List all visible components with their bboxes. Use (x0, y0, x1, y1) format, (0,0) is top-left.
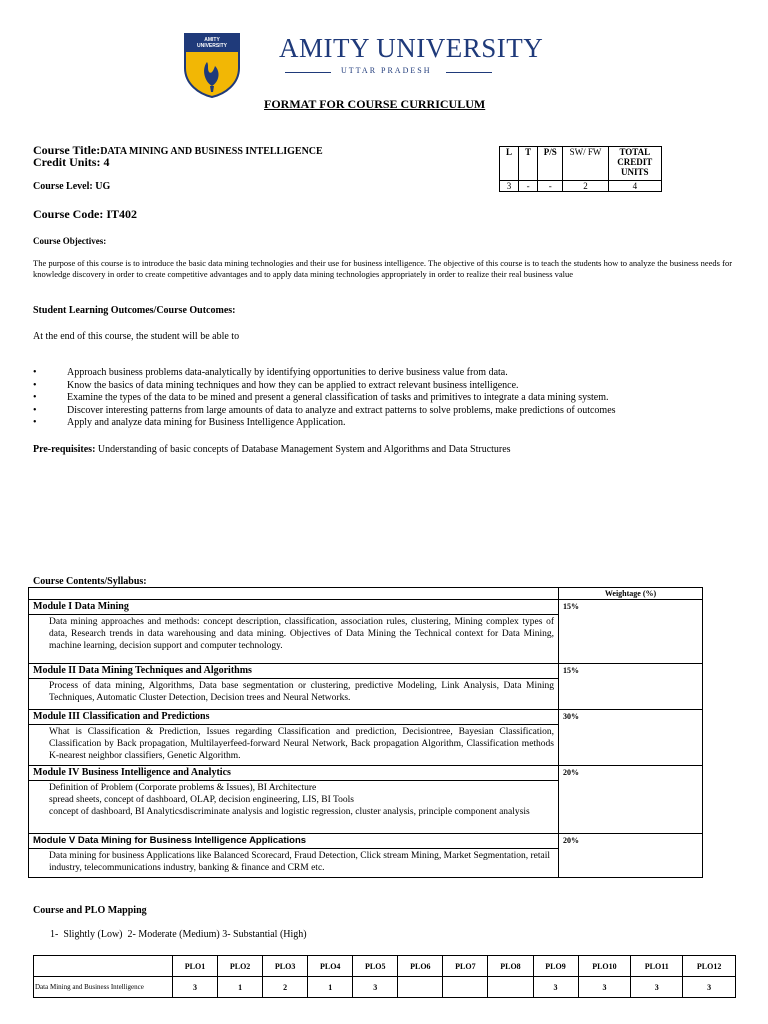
module-body: concept of dashboard, BI Analyticsdiscriminate analysis and logistic regression, cluster analysis, principle component analysis (49, 807, 530, 817)
plo-header-cell: PLO3 (263, 956, 308, 977)
plo-value-cell: 3 (353, 977, 398, 998)
list-item (33, 405, 733, 418)
plo-header-cell: PLO6 (398, 956, 443, 977)
syllabus-header-blank (29, 588, 559, 600)
outcome-text: Examine the types of the data to be mined and present a general classification of tasks and primitives to integrate a data mining system. (67, 392, 609, 403)
credits-header-t: T (519, 147, 538, 181)
plo-value-cell: 1 (308, 977, 353, 998)
objectives-heading: Course Objectives: (33, 236, 107, 246)
plo-header-cell: PLO8 (488, 956, 533, 977)
bullet-icon: • (33, 392, 37, 403)
module-body: Data mining for business Applications like Balanced Scorecard, Fraud Detection, Click stream Mining, Market Segmentation, retail industry, telecommunications industry, banking & finance and CRM etc. (29, 849, 559, 878)
credits-table (499, 146, 662, 192)
course-code (33, 207, 137, 222)
weightage-header: Weightage (%) (559, 588, 703, 600)
credits-header-ps: P/S (538, 147, 563, 181)
outcomes-intro: At the end of this course, the student will be able to (33, 331, 240, 342)
credit-units-value: 4 (103, 155, 110, 169)
plo-header-cell: PLO7 (443, 956, 488, 977)
plo-header-cell: PLO11 (631, 956, 683, 977)
module-weight: 15% (559, 600, 703, 664)
university-name: AMITY UNIVERSITY (279, 33, 544, 63)
bullet-icon: • (33, 379, 37, 391)
course-code-label: Course Code: (33, 207, 107, 221)
module-body: What is Classification & Prediction, Issues regarding Classification and prediction, Decisiontree, Bayesian Classification, Classification by Back propagation, Multilayerfeed-forward Neural Network, Back propagation Algorithm, Classification methods K-nearest neighbor classifiers, Genetic Algorithm. (29, 725, 559, 766)
plo-header-cell: PLO2 (218, 956, 263, 977)
list-item (33, 380, 733, 393)
credits-value-ps: - (538, 181, 563, 192)
table-row (29, 664, 703, 679)
plo-header-cell: PLO10 (578, 956, 631, 977)
state-line-left (285, 72, 331, 73)
credits-value-total: 4 (608, 181, 661, 192)
credits-value-t: - (519, 181, 538, 192)
course-level-value: UG (95, 181, 111, 192)
university-logo (183, 32, 241, 98)
table-row (29, 600, 703, 615)
plo-value-cell (398, 977, 443, 998)
plo-header-cell: PLO1 (173, 956, 218, 977)
credits-value-swfw: 2 (563, 181, 608, 192)
module-title: Module I Data Mining (29, 600, 559, 615)
module-body-line: Definition of Problem (Corporate problems & Issues), BI Architecture (49, 783, 317, 793)
plo-value-cell: 1 (218, 977, 263, 998)
bullet-icon: • (33, 404, 37, 416)
credits-header-total: TOTAL CREDIT UNITS (608, 147, 661, 181)
plo-header-cell: PLO5 (353, 956, 398, 977)
list-item (33, 417, 733, 430)
bullet-icon: • (33, 367, 37, 378)
credit-units (33, 155, 109, 170)
syllabus-header-row (29, 588, 703, 600)
plo-heading: Course and PLO Mapping (33, 905, 147, 916)
state-name: UTTAR PRADESH (341, 66, 432, 75)
outcome-text: Discover interesting patterns from large amounts of data to analyze and extract patterns to solve problems, make predictions of outcomes (67, 404, 616, 416)
module-title: Module V Data Mining for Business Intelligence Applications (29, 834, 559, 849)
module-weight: 20% (559, 766, 703, 834)
plo-value-cell: 3 (631, 977, 683, 998)
table-row (34, 977, 736, 998)
plo-header-cell: PLO12 (683, 956, 736, 977)
outcome-text: Apply and analyze data mining for Business Intelligence Application. (67, 417, 346, 428)
bullet-icon: • (33, 417, 37, 428)
plo-header-cell: PLO4 (308, 956, 353, 977)
module-body-line: spread sheets, concept of dashboard, OLAP, decision engineering, LIS, BI Tools (49, 795, 354, 805)
credits-header-swfw: SW/ FW (563, 147, 608, 181)
list-item (33, 392, 733, 405)
course-level-label: Course Level: (33, 181, 96, 192)
course-title-value: DATA MINING AND BUSINESS INTELLIGENCE (100, 146, 323, 157)
table-row (29, 834, 703, 849)
logo-shield-text: AMITY UNIVERSITY (196, 37, 227, 49)
document-title: FORMAT FOR COURSE CURRICULUM (264, 97, 486, 111)
module-body-block (29, 781, 559, 834)
plo-header-cell: PLO9 (533, 956, 578, 977)
table-row (29, 766, 703, 781)
objectives-text: The purpose of this course is to introduce the basic data mining technologies and their use for business intelligence. The objective of this course is to teach the students how to analyze the business needs for knowledge discovery in order to create competitive advantages and to apply data mining technologies appropriately in order to realize their real business value (33, 258, 733, 279)
module-weight: 15% (559, 664, 703, 710)
module-title: Module IV Business Intelligence and Analytics (29, 766, 559, 781)
plo-header-blank (34, 956, 173, 977)
outcomes-heading: Student Learning Outcomes/Course Outcomes: (33, 305, 236, 316)
module-weight: 30% (559, 710, 703, 766)
plo-value-cell: 2 (263, 977, 308, 998)
plo-value-cell: 3 (533, 977, 578, 998)
credits-value-l: 3 (500, 181, 519, 192)
module-body: Process of data mining, Algorithms, Data base segmentation or clustering, predictive Modeling, Link Analysis, Data Mining Techniques, Automatic Cluster Detection, Decision trees and Neural Networks. (29, 679, 559, 710)
list-item (33, 367, 733, 380)
plo-row-label: Data Mining and Business Intelligence (34, 977, 173, 998)
plo-table (33, 955, 736, 998)
outcome-text: Know the basics of data mining techniques and how they can be applied to extract relevant business intelligence. (67, 379, 519, 391)
table-row (29, 710, 703, 725)
syllabus-table (28, 587, 703, 878)
course-level (33, 181, 110, 192)
module-title: Module II Data Mining Techniques and Algorithms (29, 664, 559, 679)
plo-value-cell: 3 (578, 977, 631, 998)
module-body: Data mining approaches and methods: concept description, classification, association rules, clustering, Mining complex types of data, Research trends in data warehousing and data mining. Objectives of Data Mining the Technical context for Data Mining, machine learning, decision support and computer technology. (29, 615, 559, 664)
course-code-value: IT402 (106, 207, 138, 221)
module-weight: 20% (559, 834, 703, 878)
plo-value-cell: 3 (173, 977, 218, 998)
plo-value-cell: 3 (683, 977, 736, 998)
module-title: Module III Classification and Predictions (29, 710, 559, 725)
prerequisites-text: Understanding of basic concepts of Database Management System and Algorithms and Data Structures (97, 444, 511, 455)
prerequisites-label: Pre-requisites: (33, 444, 98, 455)
credits-value-row (500, 181, 662, 192)
plo-header-row (34, 956, 736, 977)
credits-header-l: L (500, 147, 519, 181)
prerequisites (33, 444, 511, 455)
credits-header-row (500, 147, 662, 181)
credit-units-label: Credit Units: (33, 155, 104, 169)
plo-value-cell (443, 977, 488, 998)
outcomes-list (33, 367, 733, 430)
course-title-label: Course Title: (33, 143, 101, 157)
plo-value-cell (488, 977, 533, 998)
state-line-right (446, 72, 492, 73)
syllabus-heading: Course Contents/Syllabus: (33, 576, 147, 587)
plo-scale: 1- Slightly (Low) 2- Moderate (Medium) 3- Substantial (High) (50, 929, 307, 940)
outcome-text: Approach business problems data-analytically by identifying opportunities to derive business value from data. (67, 367, 508, 378)
